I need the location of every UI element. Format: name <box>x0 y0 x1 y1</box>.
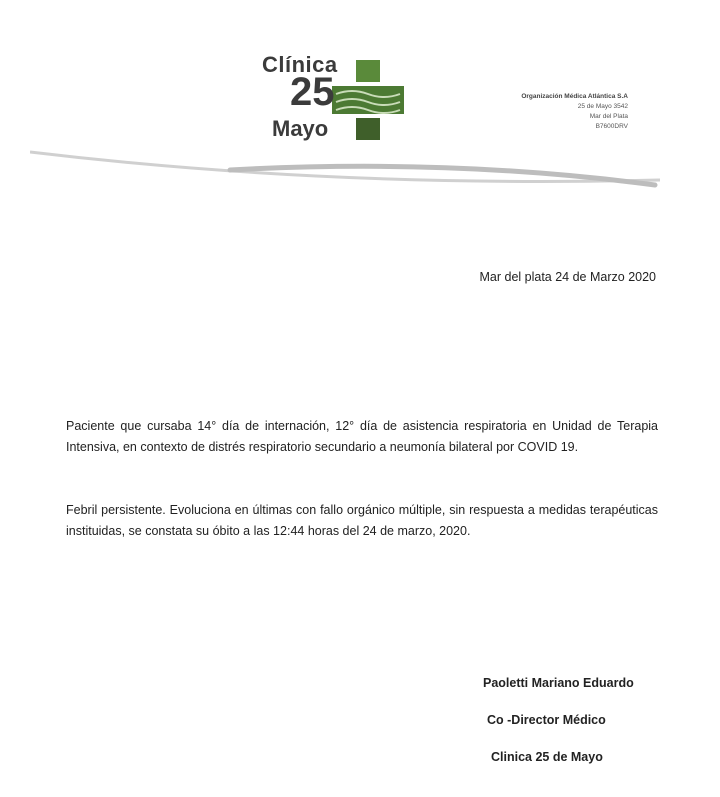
organization-name: Organización Médica Atlántica S.A <box>521 93 628 100</box>
organization-code: B7600DRV <box>595 123 628 130</box>
letterhead-swoosh <box>30 140 660 190</box>
logo-text-clinica: Clínica <box>262 52 338 77</box>
signature-title: Co -Director Médico <box>487 713 606 727</box>
letter-paragraph-1: Paciente que cursaba 14° día de internación, 12° día de asistencia respiratoria en Unidad de Terapia Intensiva, en contexto de distrés respiratorio secundario a neumonía bilateral por COVID 19. <box>66 419 658 454</box>
letter-date: Mar del plata 24 de Marzo 2020 <box>479 270 656 284</box>
organization-info <box>470 92 628 132</box>
clinic-logo <box>262 52 412 147</box>
signature-clinic: Clinica 25 de Mayo <box>491 750 603 764</box>
letter-paragraph-2: Febril persistente. Evoluciona en últimas con fallo orgánico múltiple, sin respuesta a medidas terapéuticas instituidas, se constata su óbito a las 12:44 horas del 24 de marzo, 2020. <box>66 503 658 538</box>
organization-city: Mar del Plata <box>589 113 628 120</box>
logo-text-mayo: Mayo <box>272 116 329 141</box>
organization-address: 25 de Mayo 3542 <box>577 103 628 110</box>
logo-text-25: 25 <box>290 70 335 114</box>
medical-cross-icon <box>332 60 404 140</box>
signature-name: Paoletti Mariano Eduardo <box>483 676 634 690</box>
